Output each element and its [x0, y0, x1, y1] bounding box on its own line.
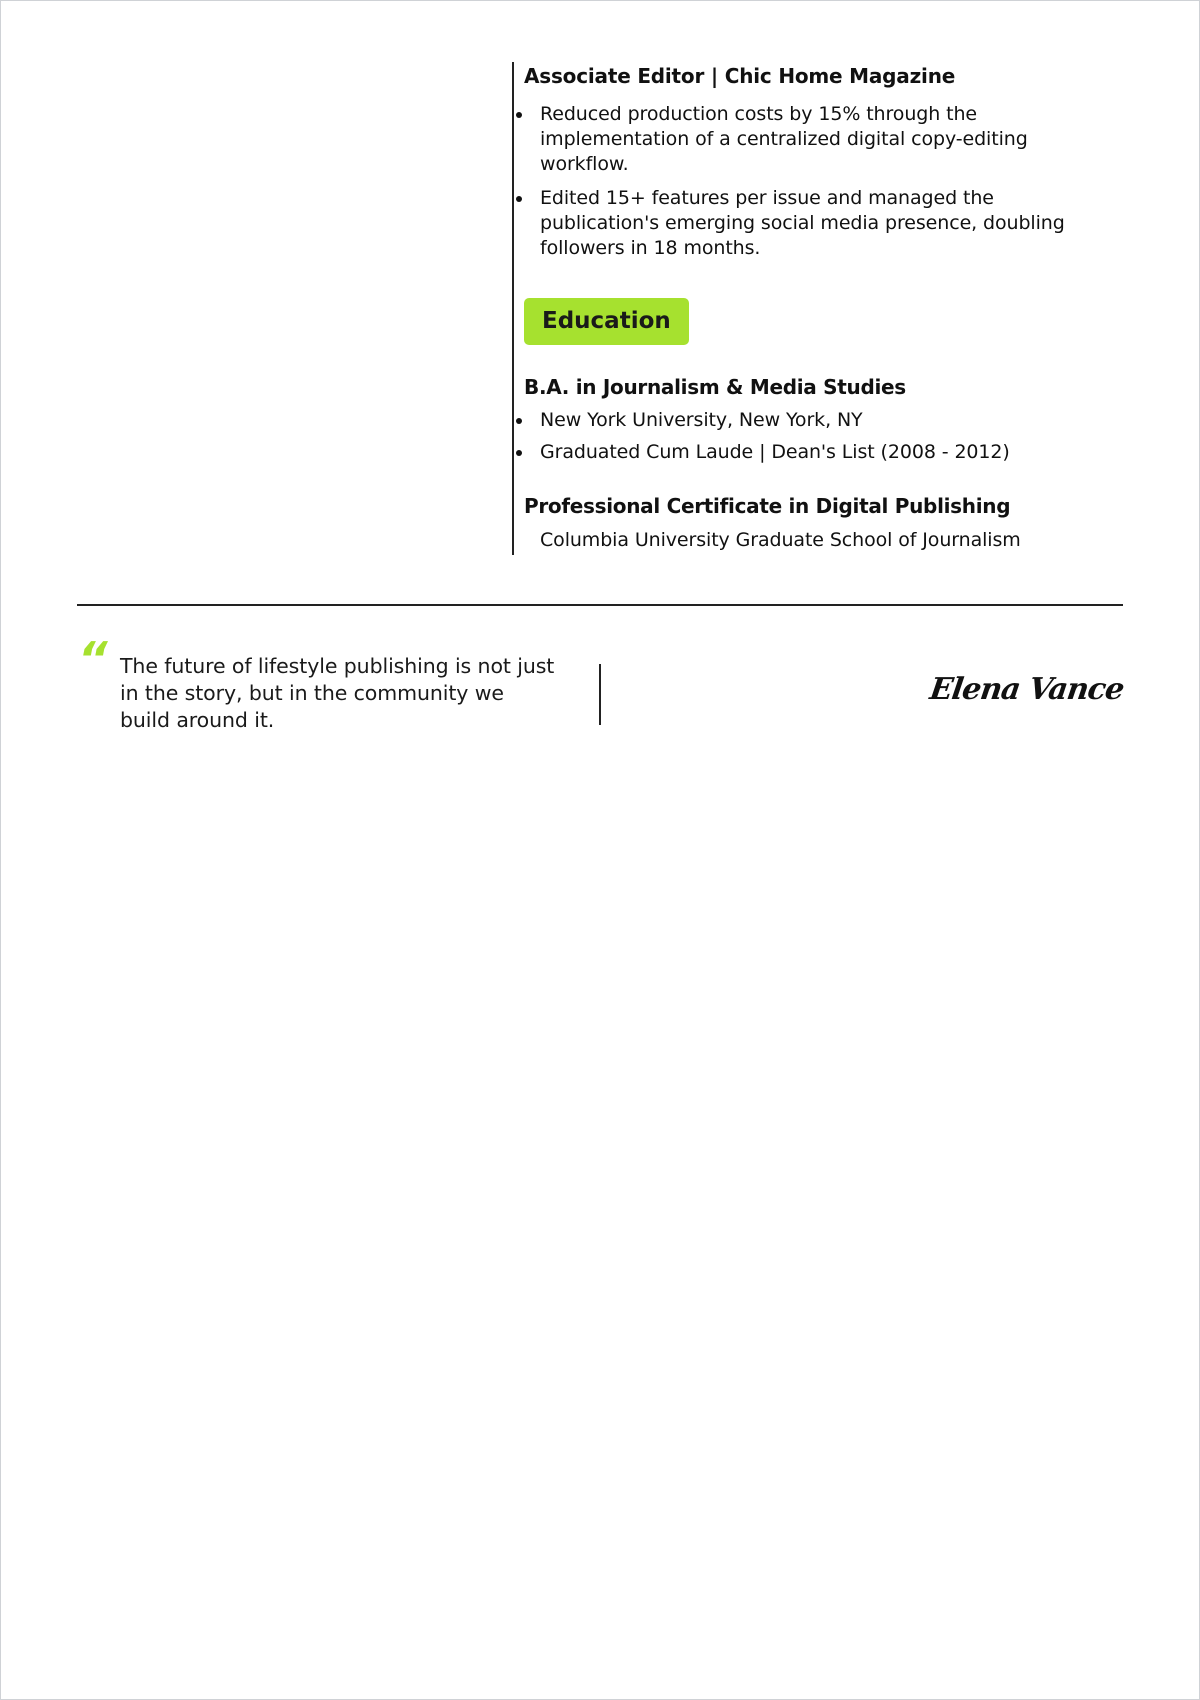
certificate-school: Columbia University Graduate School of Journalism — [540, 529, 1021, 551]
degree-bullet-list — [514, 408, 1114, 472]
education-section-heading: Education — [524, 298, 689, 345]
degree-title: B.A. in Journalism & Media Studies — [524, 375, 906, 399]
certificate-title: Professional Certificate in Digital Publishing — [524, 494, 1011, 518]
list-item: New York University, New York, NY — [514, 408, 1114, 433]
list-item: Edited 15+ features per issue and managed the publication's emerging social media presence, doubling followers in 18 months. — [514, 186, 1114, 261]
signature: Elena Vance — [927, 672, 1126, 707]
quote-mark-icon: “ — [78, 632, 108, 686]
footer-divider — [77, 604, 1123, 606]
list-item: Reduced production costs by 15% through the implementation of a centralized digital copy-editing workflow. — [514, 102, 1114, 177]
quote-separator — [599, 664, 601, 725]
right-column — [512, 62, 1126, 555]
list-item: Graduated Cum Laude | Dean's List (2008 - 2012) — [514, 440, 1114, 465]
job-title: Associate Editor | Chic Home Magazine — [524, 64, 956, 88]
footer-quote: The future of lifestyle publishing is not just in the story, but in the community we build around it. — [120, 654, 555, 732]
job-bullet-list — [514, 102, 1114, 270]
